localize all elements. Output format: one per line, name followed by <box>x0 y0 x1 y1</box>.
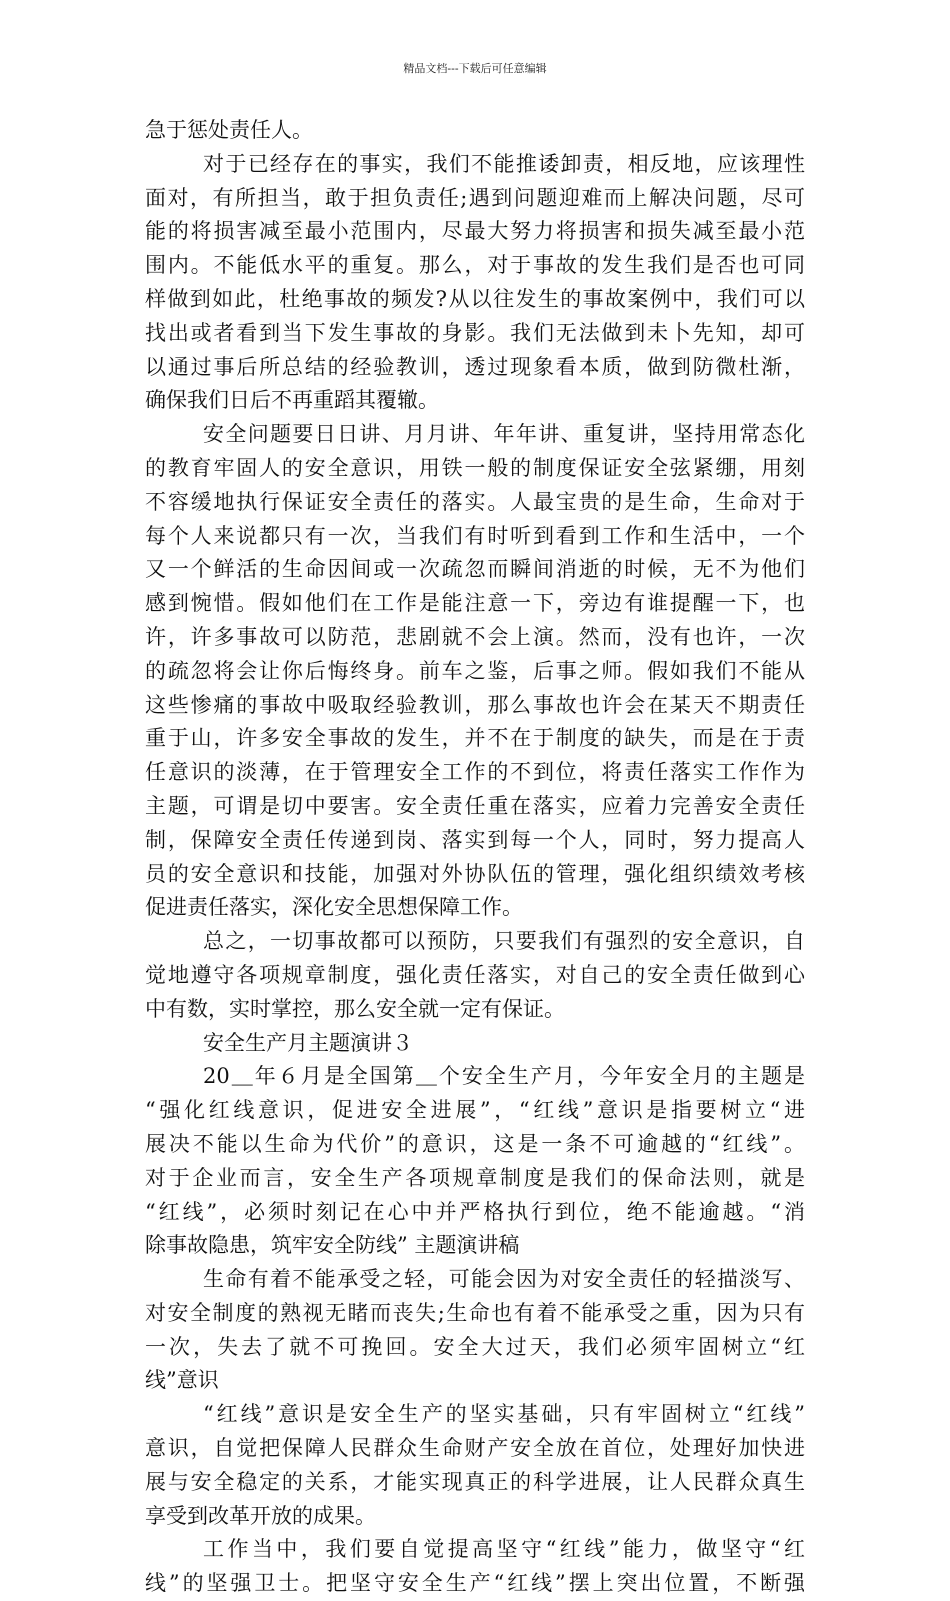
text-line: 20＿年６月是全国第＿个安全生产月，今年安全月的主题是 <box>203 1064 805 1089</box>
text-line: 除事故隐患，筑牢安全防线” 主题演讲稿 <box>145 1233 520 1258</box>
text-line: 这些惨痛的事故中吸取经验教训，那么事故也许会在某天不期责任 <box>145 692 805 717</box>
text-line: 任意识的淡薄，在于管理安全工作的不到位，将责任落实工作作为 <box>145 760 805 785</box>
text-line: 促进责任落实，深化安全思想保障工作。 <box>145 895 523 920</box>
text-line: 感到惋惜。假如他们在工作是能注意一下，旁边有谁提醒一下，也 <box>145 591 805 616</box>
text-line: 重于山，许多安全事故的发生，并不在于制度的缺失，而是在于责 <box>145 726 805 751</box>
text-line: 展与安全稳定的关系，才能实现真正的科学进展，让人民群众真生 <box>145 1469 805 1494</box>
text-line: 安全问题要日日讲、月月讲、年年讲、重复讲，坚持用常态化 <box>203 422 805 447</box>
text-line: 展决不能以生命为代价”的意识，这是一条不可逾越的“红线”。 <box>145 1131 805 1156</box>
text-line: “红线”意识是安全生产的坚实基础，只有牢固树立“红线” <box>203 1402 805 1427</box>
text-line: 急于惩处责任人。 <box>145 118 313 142</box>
text-line: 确保我们日后不再重蹈其覆辙。 <box>145 388 439 413</box>
text-line: 觉地遵守各项规章制度，强化责任落实，对自己的安全责任做到心 <box>145 962 805 987</box>
text-line: 能的将损害减至最小范围内，尽最大努力将损害和损失减至最小范 <box>145 219 805 244</box>
text-line: 每个人来说都只有一次，当我们有时听到看到工作和生活中，一个 <box>145 523 805 548</box>
text-line: 线”意识 <box>145 1368 219 1393</box>
page-header: 精品文档---下载后可任意编辑 <box>403 62 547 75</box>
text-line: 享受到改革开放的成果。 <box>145 1503 376 1528</box>
text-line: 的疏忽将会让你后悔终身。前车之鉴，后事之师。假如我们不能从 <box>145 658 805 683</box>
text-line: 制，保障安全责任传递到岗、落实到每一个人，同时，努力提高人 <box>145 827 805 852</box>
text-line: 许，许多事故可以防范，悲剧就不会上演。然而，没有也许，一次 <box>145 624 805 649</box>
text-line: 主题，可谓是切中要害。安全责任重在落实，应着力完善安全责任 <box>145 793 805 818</box>
text-line: 对于企业而言，安全生产各项规章制度是我们的保命法则，就是 <box>145 1165 805 1190</box>
text-line: 不容缓地执行保证安全责任的落实。人最宝贵的是生命，生命对于 <box>145 489 805 514</box>
text-line: 生命有着不能承受之轻，可能会因为对安全责任的轻描淡写、 <box>203 1267 805 1292</box>
text-line: 意识，自觉把保障人民群众生命财产安全放在首位，处理好加快进 <box>145 1436 805 1461</box>
document-body <box>145 114 805 1601</box>
text-line: 样做到如此，杜绝事故的频发?从以往发生的事故案例中，我们可以 <box>145 286 805 311</box>
text-line: 又一个鲜活的生命因间或一次疏忽而瞬间消逝的时候，无不为他们 <box>145 557 805 582</box>
text-line: 总之，一切事故都可以预防，只要我们有强烈的安全意识，自 <box>203 929 805 954</box>
text-line: 对于已经存在的事实，我们不能推诿卸责，相反地，应该理性 <box>203 151 805 176</box>
text-line: 员的安全意识和技能，加强对外协队伍的管理，强化组织绩效考核 <box>145 861 805 886</box>
text-line: 找出或者看到当下发生事故的身影。我们无法做到未卜先知，却可 <box>145 320 805 345</box>
text-line: 的教育牢固人的安全意识，用铁一般的制度保证安全弦紧绷，用刻 <box>145 455 805 480</box>
text-line: 面对，有所担当，敢于担负责任;遇到问题迎难而上解决问题，尽可 <box>145 185 805 210</box>
text-line: 中有数，实时掌控，那么安全就一定有保证。 <box>145 996 565 1021</box>
text-line: 一次，失去了就不可挽回。安全大过天，我们必须牢固树立“红 <box>145 1334 805 1359</box>
text-line: 工作当中，我们要自觉提高坚守“红线”能力，做坚守“红 <box>203 1537 805 1562</box>
text-line: 以通过事后所总结的经验教训，透过现象看本质，做到防微杜渐， <box>145 354 805 379</box>
text-line: “红线”，必须时刻记在心中并严格执行到位，绝不能逾越。“消 <box>145 1199 805 1224</box>
text-line: 对安全制度的熟视无睹而丧失;生命也有着不能承受之重，因为只有 <box>145 1300 805 1325</box>
text-line: 安全生产月主题演讲３ <box>203 1030 413 1055</box>
text-line: “强化红线意识，促进安全进展”，“红线”意识是指要树立“进 <box>145 1098 805 1123</box>
text-line: 线”的坚强卫士。把坚守安全生产“红线”摆上突出位置，不断强 <box>145 1571 805 1596</box>
text-line: 围内。不能低水平的重复。那么，对于事故的发生我们是否也可同 <box>145 253 805 278</box>
